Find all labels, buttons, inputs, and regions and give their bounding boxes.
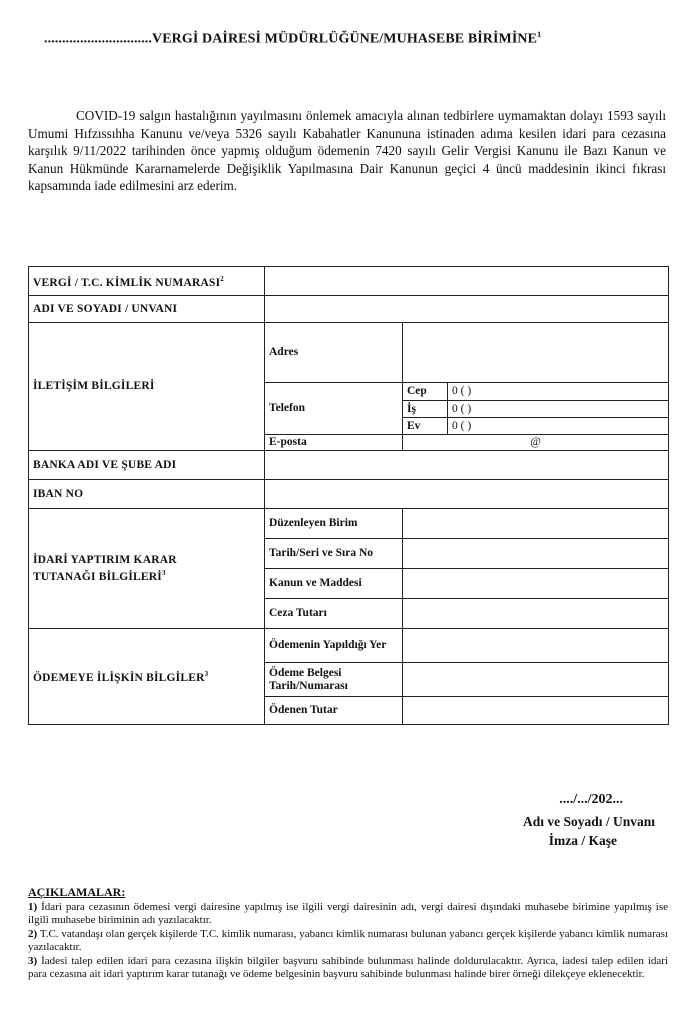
name-label: ADI VE SOYADI / UNVANI [29, 296, 265, 323]
sanction-field-label: Ceza Tutarı [265, 599, 403, 629]
payment-field-label: Ödeme Belgesi Tarih/Numarası [265, 663, 403, 697]
signature-name: Adı ve Soyadı / Unvanı [522, 814, 655, 829]
phone-field-home[interactable]: 0 ( ) [448, 418, 669, 435]
explanation-item: 1) İdari para cezasının ödemesi vergi dairesine yapılmış ise ilgili vergi dairesinin adı, vergi dairesi dışındaki muhasebe birimine yapılmış ise ilgili muhasebe biriminin adı yazılacaktır. [28, 901, 669, 926]
explanation-item: 3) İadesi talep edilen idari para cezasına ilişkin bilgiler başvuru sahibinde bulunması halinde doldurulacaktır. Ayrıca, iadesi talep edilen idari para cezasına ait idari yaptırım karar tutanağı ve ödeme belgesinin başvuru sahibinde bulunması halinde birer örneği dilekçeye eklenecektir. [28, 955, 669, 980]
iban-field[interactable] [265, 480, 669, 509]
row-address [29, 323, 669, 383]
application-form-table [28, 266, 669, 725]
row-sanction-unit [29, 509, 669, 539]
sanction-field-label: Düzenleyen Birim [265, 509, 403, 539]
phone-field-work[interactable]: 0 ( ) [448, 401, 669, 418]
payment-field-input[interactable] [403, 629, 669, 663]
signature-date: ..../.../202... [559, 792, 623, 807]
heading-text: ..............................VERGİ DAİRESİ MÜDÜRLÜĞÜNE/MUHASEBE BİRİMİNE [44, 31, 538, 47]
petition-text: COVID-19 salgın hastalığının yayılmasını önlemek amacıyla alınan tedbirlere uymamaktan dolayı 1593 sayılı Umumi Hıfzıssıhha Kanunu ve/veya 5326 sayılı Kabahatler Kanununa istinaden adıma kesilen idari para cezasına karşılık 9/11/2022 tarihinden önce yapmış olduğum ödemenin 7420 sayılı Gelir Vergisi Kanunu ile Bazı Kanun ve Kanun Hükmünde Kararnamelerde Değişiklik Yapılmasına Dair Kanunun geçici 4 üncü maddesinin ikinci fıkrası kapsamında iade edilmesini arz ederim. [28, 108, 666, 194]
row-name [29, 296, 669, 323]
tax-id-field[interactable] [265, 267, 669, 296]
sanction-field-label: Tarih/Seri ve Sıra No [265, 539, 403, 569]
payment-field-input[interactable] [403, 697, 669, 725]
row-bank [29, 451, 669, 480]
address-field[interactable] [403, 323, 669, 383]
sanction-label: İDARİ YAPTIRIM KARAR TUTANAĞI BİLGİLERİ$^3$ [29, 509, 265, 629]
sanction-field-input[interactable] [403, 509, 669, 539]
explanation-item: 2) T.C. vatandaşı olan gerçek kişilerde T.C. kimlik numarası, yabancı kimlik numarası bulunan yabancı gerçek kişilerde yabancı kimlik numarası yazılacaktır. [28, 928, 668, 953]
explanations-title: AÇIKLAMALAR: [28, 885, 126, 899]
address-label: Adres [265, 323, 403, 383]
heading-footnote: 1 [537, 30, 542, 39]
signature-stamp: İmza / Kaşe [548, 833, 617, 848]
phone-label: Telefon [265, 383, 403, 435]
sanction-field-input[interactable] [403, 539, 669, 569]
phone-type-work: İş [403, 401, 448, 418]
payment-label: ÖDEMEYE İLİŞKİN BİLGİLER$^3$ [29, 629, 265, 725]
phone-field-mobile[interactable]: 0 ( ) [448, 383, 669, 401]
phone-type-home: Ev [403, 418, 448, 435]
payment-field-input[interactable] [403, 663, 669, 697]
sanction-field-input[interactable] [403, 569, 669, 599]
contact-label: İLETİŞİM BİLGİLERİ [29, 323, 265, 451]
sanction-field-label: Kanun ve Maddesi [265, 569, 403, 599]
iban-label: IBAN NO [29, 480, 265, 509]
email-label: E-posta [265, 435, 403, 451]
bank-label: BANKA ADI VE ŞUBE ADI [29, 451, 265, 480]
phone-type-mobile: Cep [403, 383, 448, 401]
row-payment-place [29, 629, 669, 663]
sanction-field-input[interactable] [403, 599, 669, 629]
name-field[interactable] [265, 296, 669, 323]
email-field[interactable]: @ [403, 435, 669, 451]
row-tax-id [29, 267, 669, 296]
bank-field[interactable] [265, 451, 669, 480]
payment-field-label: Ödemenin Yapıldığı Yer [265, 629, 403, 663]
explanations [28, 886, 668, 982]
payment-field-label: Ödenen Tutar [265, 697, 403, 725]
row-iban [29, 480, 669, 509]
form-heading [44, 30, 664, 48]
tax-id-label: VERGİ / T.C. KİMLİK NUMARASI$^2$ [29, 267, 265, 296]
